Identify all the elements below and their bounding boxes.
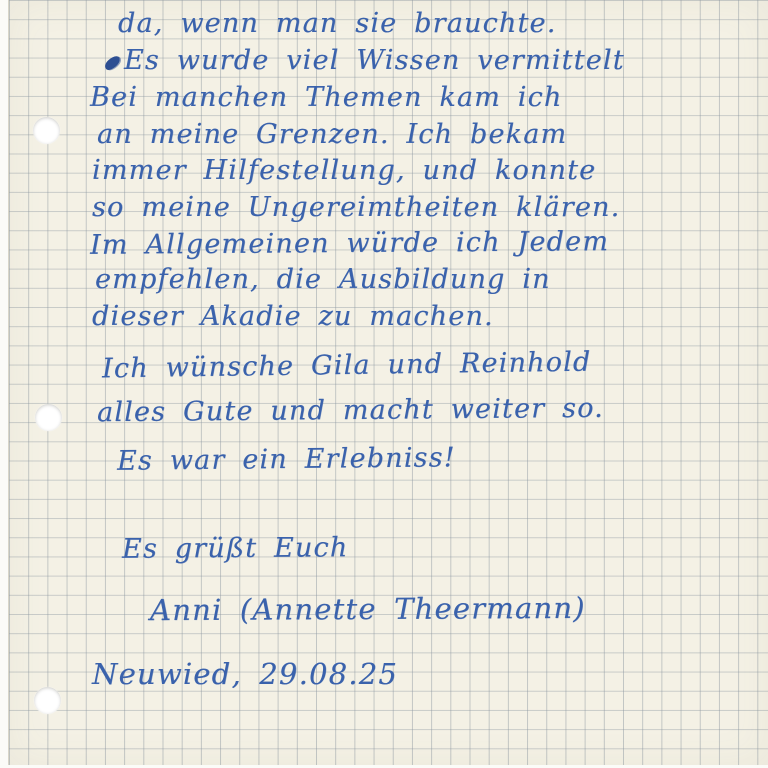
handwriting-line-4: an meine Grenzen. Ich bekam (97, 119, 568, 150)
place-date-line: Neuwied, 29.08.25 (92, 657, 399, 691)
punch-hole-bottom (34, 687, 61, 714)
punch-hole-middle (35, 404, 62, 431)
handwriting-line-10: Ich wünsche Gila und Reinhold (101, 346, 592, 385)
handwriting-line-12: Es war ein Erlebniss! (116, 442, 456, 477)
handwriting-line-9: dieser Akadie zu machen. (92, 301, 494, 332)
handwriting-line-7: Im Allgemeinen würde ich Jedem (89, 226, 610, 261)
handwriting-line-8: empfehlen, die Ausbildung in (95, 264, 551, 295)
handwriting-line-3: Bei manchen Themen kam ich (90, 82, 563, 113)
handwriting-line-6: so meine Ungereimtheiten klären. (92, 192, 621, 223)
signature-line: Anni (Annette Theermann) (149, 590, 586, 628)
punch-hole-top (33, 117, 60, 144)
handwriting-line-5: immer Hilfestellung, und konnte (92, 155, 597, 186)
handwriting-line-11: alles Gute und macht weiter so. (96, 392, 605, 429)
closing-line: Es grüßt Euch (121, 532, 349, 565)
handwriting-line-2: Es wurde viel Wissen vermittelt (124, 45, 625, 76)
handwriting-line-1: da, wenn man sie brauchte. (118, 8, 557, 39)
